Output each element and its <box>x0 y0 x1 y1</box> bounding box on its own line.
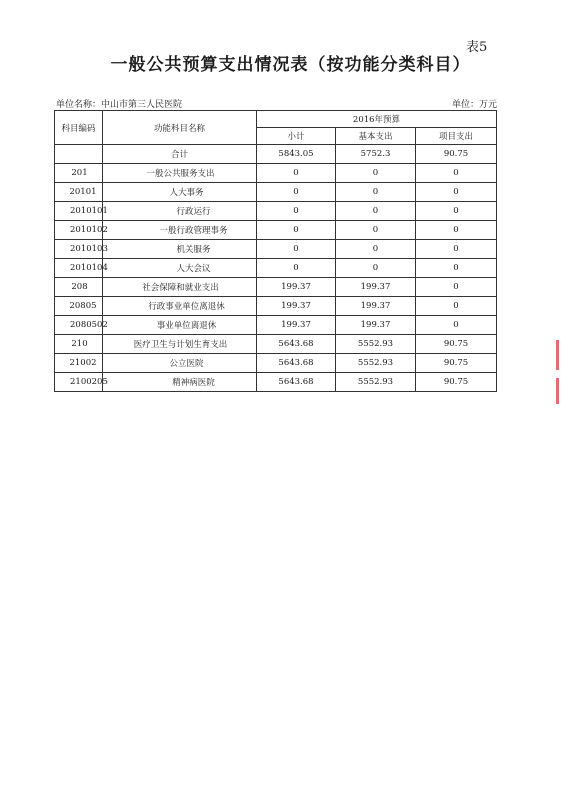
table-row <box>55 240 497 259</box>
row-name: 人大事务 <box>103 183 257 202</box>
table-row <box>55 259 497 278</box>
row-code: 20101 <box>55 183 103 202</box>
row-subtotal: 0 <box>257 183 336 202</box>
row-basic: 0 <box>336 221 416 240</box>
row-basic: 5552.93 <box>336 373 416 392</box>
column-header-subtotal: 小计 <box>257 128 336 145</box>
row-subtotal: 5643.68 <box>257 335 336 354</box>
page-title: 一般公共预算支出情况表（按功能分类科目） <box>110 55 471 75</box>
row-basic: 0 <box>336 259 416 278</box>
row-name: 社会保障和就业支出 <box>103 278 257 297</box>
row-name: 一般行政管理事务 <box>103 221 257 240</box>
row-code: 2080502 <box>55 316 103 335</box>
row-subtotal: 5643.68 <box>257 373 336 392</box>
page-number: 表5 <box>466 40 488 55</box>
table-row <box>55 221 497 240</box>
row-name: 一般公共服务支出 <box>103 164 257 183</box>
row-code: 2010102 <box>55 221 103 240</box>
row-project: 0 <box>416 202 497 221</box>
total-label: 合计 <box>103 145 257 164</box>
row-name: 人大会议 <box>103 259 257 278</box>
table-row <box>55 297 497 316</box>
row-basic: 199.37 <box>336 316 416 335</box>
row-subtotal: 0 <box>257 240 336 259</box>
row-code: 201 <box>55 164 103 183</box>
row-code: 2010103 <box>55 240 103 259</box>
row-code: 2010101 <box>55 202 103 221</box>
row-project: 0 <box>416 183 497 202</box>
row-subtotal: 0 <box>257 259 336 278</box>
currency-unit-label: 单位：万元 <box>452 100 498 110</box>
table-row <box>55 202 497 221</box>
row-subtotal: 199.37 <box>257 297 336 316</box>
row-code: 20805 <box>55 297 103 316</box>
row-name: 行政事业单位离退休 <box>103 297 257 316</box>
row-project: 0 <box>416 240 497 259</box>
unit-name-label: 单位名称：中山市第三人民医院 <box>56 100 183 110</box>
row-basic: 199.37 <box>336 297 416 316</box>
column-header-budget-year: 2016年预算 <box>257 111 497 128</box>
row-code: 208 <box>55 278 103 297</box>
row-basic: 5552.93 <box>336 335 416 354</box>
row-basic: 5552.93 <box>336 354 416 373</box>
row-project: 0 <box>416 221 497 240</box>
row-name: 行政运行 <box>103 202 257 221</box>
column-header-code: 科目编码 <box>55 111 103 145</box>
row-subtotal: 199.37 <box>257 316 336 335</box>
row-code: 21002 <box>55 354 103 373</box>
row-project: 0 <box>416 316 497 335</box>
row-basic: 0 <box>336 164 416 183</box>
row-code: 2100205 <box>55 373 103 392</box>
total-row <box>55 145 497 164</box>
row-name: 事业单位离退休 <box>103 316 257 335</box>
row-name: 公立医院 <box>103 354 257 373</box>
row-subtotal: 0 <box>257 221 336 240</box>
row-basic: 199.37 <box>336 278 416 297</box>
total-basic: 5752.3 <box>336 145 416 164</box>
row-project: 90.75 <box>416 373 497 392</box>
row-subtotal: 5643.68 <box>257 354 336 373</box>
row-basic: 0 <box>336 202 416 221</box>
budget-table <box>54 110 497 392</box>
table-row <box>55 373 497 392</box>
column-header-project: 项目支出 <box>416 128 497 145</box>
table-row <box>55 164 497 183</box>
column-header-basic: 基本支出 <box>336 128 416 145</box>
row-project: 0 <box>416 259 497 278</box>
row-project: 0 <box>416 278 497 297</box>
table-row <box>55 183 497 202</box>
row-subtotal: 0 <box>257 202 336 221</box>
row-project: 90.75 <box>416 335 497 354</box>
row-project: 0 <box>416 164 497 183</box>
row-code: 210 <box>55 335 103 354</box>
table-cell <box>55 145 103 164</box>
row-project: 0 <box>416 297 497 316</box>
table-row <box>55 335 497 354</box>
stamp-mark <box>556 340 559 370</box>
row-basic: 0 <box>336 240 416 259</box>
row-project: 90.75 <box>416 354 497 373</box>
table-row <box>55 278 497 297</box>
total-project: 90.75 <box>416 145 497 164</box>
row-subtotal: 199.37 <box>257 278 336 297</box>
table-row <box>55 316 497 335</box>
row-code: 2010104 <box>55 259 103 278</box>
table-header-row <box>55 111 497 128</box>
row-subtotal: 0 <box>257 164 336 183</box>
stamp-mark <box>556 378 559 404</box>
column-header-name: 功能科目名称 <box>103 111 257 145</box>
row-name: 医疗卫生与计划生育支出 <box>103 335 257 354</box>
row-name: 机关服务 <box>103 240 257 259</box>
total-subtotal: 5843.05 <box>257 145 336 164</box>
row-name: 精神病医院 <box>103 373 257 392</box>
table-row <box>55 354 497 373</box>
row-basic: 0 <box>336 183 416 202</box>
